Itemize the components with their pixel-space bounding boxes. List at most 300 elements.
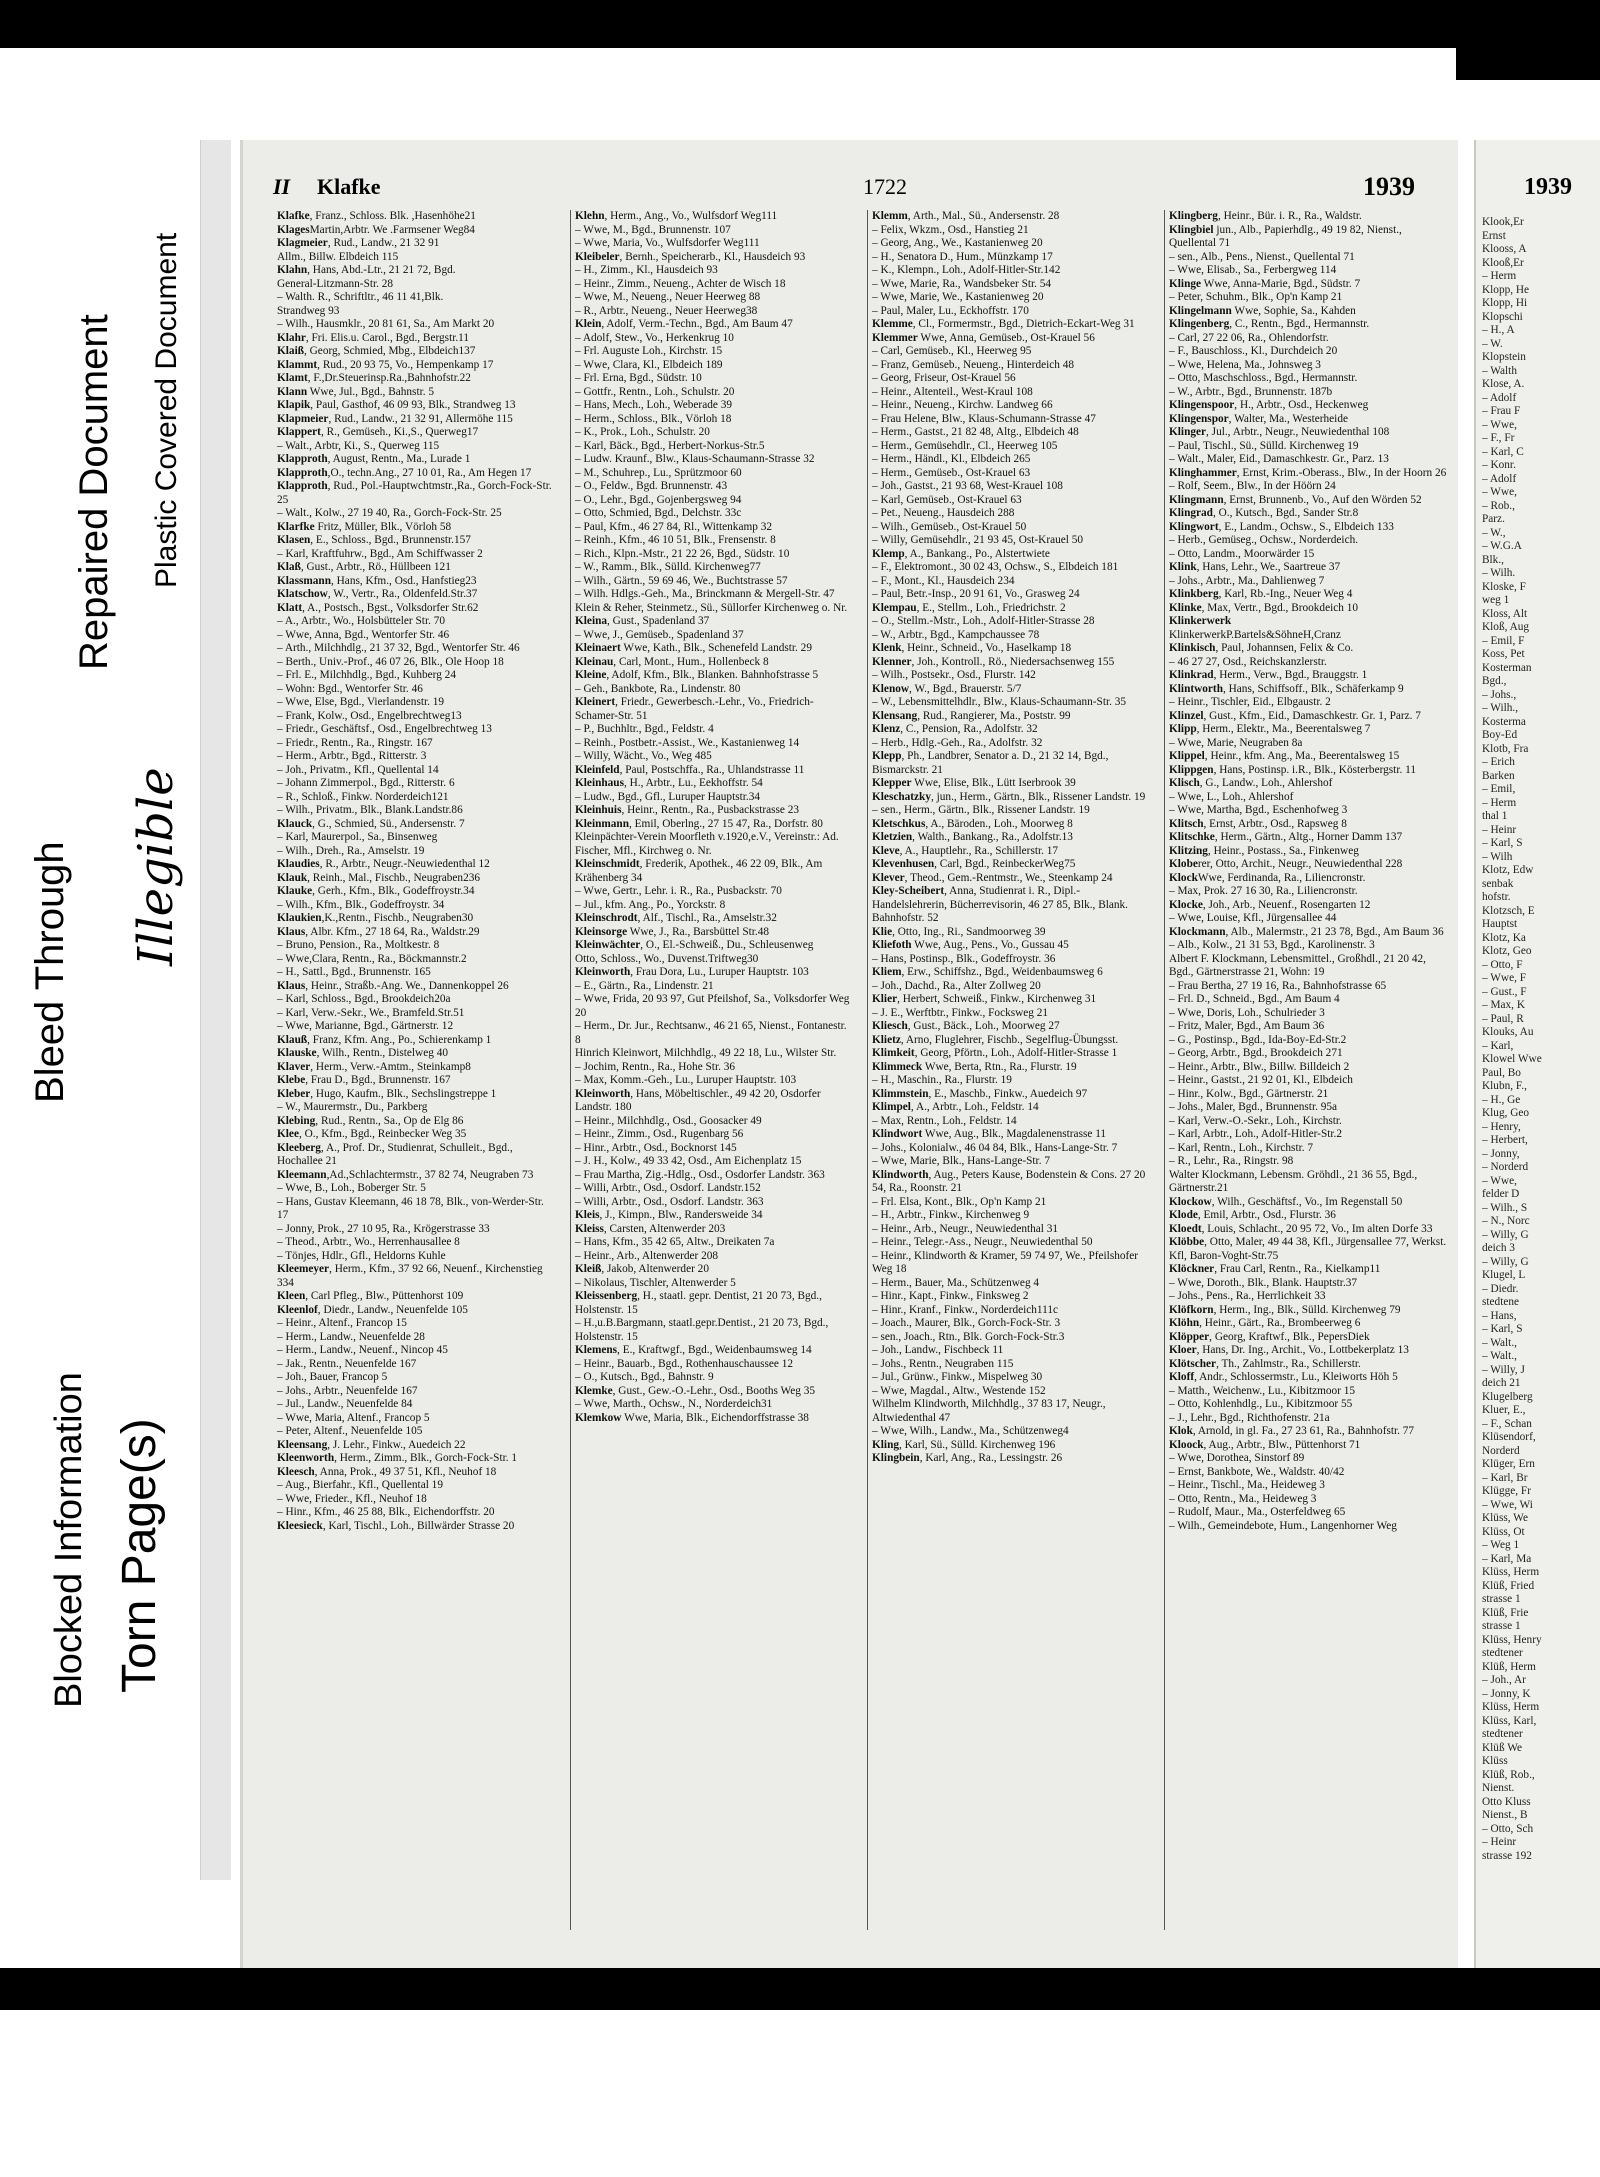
directory-entry — [1165, 291, 1448, 305]
adjacent-page-line: – Konr. — [1482, 459, 1516, 471]
entry-surname: Klensang — [872, 709, 918, 722]
adjacent-page-line: stedtene — [1482, 1296, 1520, 1308]
entry-details: Martin,Arbtr. We .Farmsener Weg84 — [309, 223, 475, 236]
directory-entry — [1165, 588, 1448, 602]
directory-entry — [571, 912, 854, 926]
adjacent-page-line: – Herm — [1482, 796, 1517, 809]
entry-details: , Gust., Spadenland 37 — [607, 615, 710, 627]
directory-entry — [273, 1358, 556, 1372]
entry-details: – Herm., Dr. Jur., Rechtsanw., 46 21 65, Nienst., Fontanestr. 8 — [575, 1020, 847, 1046]
directory-entry — [868, 966, 1151, 980]
entry-surname: Kloer — [1169, 1344, 1197, 1356]
adjacent-page-line: senbak — [1482, 877, 1514, 890]
directory-entry — [273, 507, 556, 521]
entry-details: , R., Gemüseh., Ki.,S., Querweg17 — [320, 426, 479, 438]
entry-details: – Otto, Rentn., Ma., Heideweg 3 — [1169, 1492, 1317, 1505]
entry-details: , Frederik, Apothek., 46 22 09, Blk., Am Krähenberg 34 — [575, 858, 823, 884]
entry-details: , Alf., Tischl., Ra., Amselstr.32 — [637, 912, 777, 924]
adjacent-page-line: Klüsendorf, — [1482, 1431, 1536, 1443]
directory-entry — [1165, 858, 1448, 872]
entry-details: – Walth. R., Schriftltr., 46 11 41,Blk. — [277, 291, 444, 303]
directory-entry — [571, 318, 854, 332]
directory-entry — [273, 602, 556, 616]
directory-entry — [273, 278, 556, 292]
entry-surname: Kleinhuis — [575, 804, 622, 816]
directory-entry — [1165, 723, 1448, 737]
directory-entry — [1165, 993, 1448, 1007]
entry-details: ,K.,Rentn., Fischb., Neugraben30 — [321, 912, 474, 924]
entry-details: – J., Lehr., Bgd., Richthofenstr. 21a — [1169, 1411, 1330, 1424]
entry-details: – Wilh. Hdlgs.-Geh., Ma., Brinckmann & Mergell-Str. 47 — [575, 588, 835, 600]
entry-details: – Herm., Bauer, Ma., Schützenweg 4 — [872, 1276, 1040, 1289]
directory-entry — [571, 1263, 854, 1277]
directory-entry — [868, 993, 1151, 1007]
directory-entry — [273, 791, 556, 805]
entry-details: – Wwe, Marie, Neugraben 8a — [1169, 736, 1303, 749]
directory-entry — [571, 750, 854, 764]
entry-details: – Paul, Betr.-Insp., 20 91 61, Vo., Grasweg 24 — [872, 588, 1080, 600]
entry-details: – H., Sattl., Bgd., Brunnenstr. 165 — [277, 966, 431, 978]
entry-details: Wwe, Maria, Blk., Eichendorffstrasse 38 — [621, 1411, 809, 1424]
directory-entry — [1165, 1290, 1448, 1304]
entry-surname: Kleinfeld — [575, 763, 620, 776]
entry-details: – M., Schuhrep., Lu., Sprützmoor 60 — [575, 466, 742, 479]
directory-entry — [1165, 1101, 1448, 1115]
entry-details: – sen., Herm., Gärtn., Blk., Rissener Landstr. 19 — [872, 804, 1090, 816]
directory-entry — [273, 399, 556, 413]
entry-surname: Klinger — [1169, 426, 1207, 438]
adjacent-page-line: – Karl, Br — [1482, 1471, 1528, 1484]
directory-entry — [868, 669, 1151, 683]
entry-details: – Herm., Arbtr., Bgd., Ritterstr. 3 — [277, 750, 427, 762]
directory-entry — [1165, 251, 1448, 265]
page-roman-numeral: II — [273, 174, 291, 199]
entry-surname: Kleinworth — [575, 966, 631, 978]
directory-entry — [571, 669, 854, 683]
directory-entry — [273, 1020, 556, 1034]
entry-details: , Max, Vertr., Bgd., Brookdeich 10 — [1201, 601, 1359, 614]
directory-entry — [273, 831, 556, 845]
adjacent-page-line: – Gust., F — [1482, 985, 1527, 998]
directory-entry — [1165, 413, 1448, 427]
entry-details: – Willi, Arbtr., Osd., Osdorf. Landstr. 363 — [575, 1195, 764, 1208]
directory-entry — [273, 1412, 556, 1426]
entry-details: – Arth., Milchhdlg., 21 37 32, Bgd., Wentorfer Str. 46 — [277, 642, 520, 654]
entry-details: , W., Vertr., Ra., Oldenfeld.Str.37 — [327, 588, 478, 600]
adjacent-page-line: Klose, A. — [1482, 378, 1525, 390]
adjacent-page-line: Kosterman — [1482, 661, 1532, 674]
entry-surname: Klevenhusen — [872, 858, 935, 870]
entry-details: , W., Bgd., Brauerstr. 5/7 — [909, 682, 1022, 695]
entry-details: – W., Maurermstr., Du., Parkberg — [277, 1101, 428, 1113]
directory-entry — [868, 1452, 1151, 1466]
adjacent-page-line: Klüß, Rob., — [1482, 1768, 1535, 1781]
directory-entry — [273, 359, 556, 373]
entry-details: – Aug., Bierfahr., Kfl., Quellental 19 — [277, 1479, 443, 1491]
entry-surname: Kleensang — [277, 1438, 328, 1451]
directory-entry — [868, 1128, 1151, 1142]
adjacent-page-line: – Otto, F — [1482, 958, 1523, 971]
adjacent-page-line: – Heinr — [1482, 1836, 1517, 1848]
directory-entry — [571, 575, 854, 589]
directory-entry — [1165, 1142, 1448, 1156]
entry-details: jun., Alb., Papierhdlg., 49 19 82, Nienst., Quellental 71 — [1169, 223, 1402, 249]
entry-details: Allm., Billw. Elbdeich 115 — [277, 250, 399, 263]
directory-entry — [868, 656, 1151, 670]
directory-entry — [868, 615, 1151, 629]
directory-entry — [571, 440, 854, 454]
directory-entry — [571, 926, 854, 940]
directory-entry — [868, 885, 1151, 926]
entry-details: , Hans, Schiffsoff., Blk., Schäferkamp 9 — [1222, 682, 1404, 695]
entry-surname: Kleenlof — [277, 1303, 318, 1316]
entry-details: , Albr. Kfm., 27 18 64, Ra., Waldstr.29 — [305, 925, 480, 938]
directory-entry — [868, 318, 1151, 332]
entry-details: , Gust., Gew.-O.-Lehr., Osd., Booths Weg 35 — [612, 1384, 816, 1397]
entry-details: – Heinr., Zimm., Osd., Rugenbarg 56 — [575, 1128, 744, 1140]
adjacent-page-line: Klopstein — [1482, 351, 1526, 363]
entry-details: , E., Maschb., Finkw., Auedeich 97 — [928, 1087, 1088, 1100]
entry-details: – Jonny, Prok., 27 10 95, Ra., Krögerstrasse 33 — [277, 1222, 490, 1235]
entry-details: , Cl., Formermstr., Bgd., Dietrich-Eckart-Weg 31 — [912, 318, 1135, 330]
adjacent-page-line: felder D — [1482, 1188, 1520, 1200]
adjacent-page-line: Klotzsch, E — [1482, 904, 1535, 917]
adjacent-page-line: Klubn, F., — [1482, 1080, 1527, 1092]
directory-entry — [571, 1398, 854, 1412]
directory-entry — [571, 332, 854, 346]
directory-entry — [273, 467, 556, 481]
entry-details: – Wilh., Kfm., Blk., Godeffroystr. 34 — [277, 898, 445, 911]
entry-details: , Herm., Verw., Bgd., Brauggstr. 1 — [1213, 669, 1368, 681]
entry-details: – Ernst, Bankbote, We., Waldstr. 40/42 — [1169, 1465, 1345, 1478]
plastic-covered-label: Plastic Covered Document — [150, 232, 183, 588]
directory-entry — [868, 494, 1151, 508]
directory-entry — [273, 305, 556, 319]
directory-entry — [571, 885, 854, 899]
entry-details: , Rud., Pol.-Hauptwchtmstr.,Ra., Gorch-Fock-Str. 25 — [277, 480, 552, 506]
bleed-through-label: Bleed Through — [28, 841, 72, 1103]
directory-entry — [273, 1344, 556, 1358]
entry-surname: Klimkeit — [872, 1047, 915, 1059]
entry-surname: Klenz — [872, 723, 901, 735]
entry-details: , Heinr., kfm. Ang., Ma., Beerentalsweg 15 — [1204, 750, 1400, 762]
adjacent-page-line: – Hans, — [1482, 1309, 1517, 1322]
entry-details: , Ph., Landbrer, Senator a. D., 21 32 14, Bgd., Bismarckstr. 21 — [872, 750, 1109, 776]
directory-entry — [571, 453, 854, 467]
entry-details: – E., Gärtn., Ra., Lindenstr. 21 — [575, 979, 714, 992]
entry-details: , Joh., Kontroll., Rö., Niedersachsenweg 155 — [911, 655, 1115, 668]
entry-details: , Karl, Sü., Sülld. Kirchenweg 196 — [899, 1438, 1056, 1451]
entry-details: – Max, Rentn., Loh., Feldstr. 14 — [872, 1114, 1017, 1127]
adjacent-page-line: – Wwe, F — [1482, 972, 1527, 984]
directory-entry — [273, 696, 556, 710]
directory-entry — [1165, 561, 1448, 575]
entry-surname: Klehn — [575, 210, 605, 222]
directory-entry — [273, 669, 556, 683]
directory-entry — [571, 426, 854, 440]
entry-details: – Jul., Landw., Neuenfelde 84 — [277, 1398, 413, 1410]
directory-entry — [571, 548, 854, 562]
directory-entry — [868, 926, 1151, 940]
entry-surname: Klepper — [872, 777, 912, 789]
directory-entry — [273, 1493, 556, 1507]
entry-details: Wwe, Anna-Marie, Bgd., Südstr. 7 — [1201, 277, 1361, 290]
entry-details: , Anna, Prok., 49 37 51, Kfl., Neuhof 18 — [314, 1465, 497, 1478]
entry-details: , Emil, Oberlng., 27 15 47, Ra., Dorfstr. 80 — [629, 817, 823, 830]
entry-details: – Walt., Arbtr, Ki., S., Querweg 115 — [277, 439, 440, 452]
entry-surname: Klaukien — [277, 912, 322, 924]
page-header — [273, 170, 1448, 206]
entry-details: – Wwe, Maria, Altenf., Francop 5 — [277, 1411, 430, 1424]
directory-entry — [868, 264, 1151, 278]
torn-pages-label: Torn Page(s) — [113, 1418, 166, 1693]
entry-surname: Klinkberg — [1169, 588, 1219, 600]
entry-details: – Wwe, Helena, Ma., Johnsweg 3 — [1169, 358, 1321, 371]
entry-details: – Hinr., Kfm., 46 25 88, Blk., Eichendorffstr. 20 — [277, 1506, 495, 1518]
directory-entry — [868, 305, 1151, 319]
directory-entry — [571, 980, 854, 994]
entry-details: General-Litzmann-Str. 28 — [277, 277, 394, 290]
entry-details: – Frl. Auguste Loh., Kirchstr. 15 — [575, 345, 723, 357]
entry-surname: Klimpel — [872, 1101, 911, 1113]
entry-details: , Adolf, Kfm., Blk., Blanken. Bahnhofstrasse 5 — [606, 669, 819, 681]
directory-entry — [1165, 1304, 1448, 1318]
directory-entry — [273, 804, 556, 818]
entry-details: – Tönjes, Hdlr., Gfl., Heldorns Kuhle — [277, 1249, 446, 1262]
directory-entry — [868, 467, 1151, 481]
entry-details: , Herm., Verw.-Amtm., Steinkamp8 — [310, 1060, 471, 1073]
entry-details: rer, Otto, Archit., Neugr., Neuwiedenthal 228 — [1197, 858, 1403, 870]
directory-entry — [571, 777, 854, 791]
scan-border-top-right — [1456, 0, 1600, 80]
directory-entry — [868, 642, 1151, 656]
adjacent-page-line: thal 1 — [1482, 810, 1508, 822]
entry-details: – Heinr., Gastst., 21 92 01, Kl., Elbdeich — [1169, 1074, 1353, 1086]
adjacent-page-line: – H., A — [1482, 324, 1515, 336]
directory-entry — [868, 1142, 1151, 1156]
entry-details: , Rud., 20 93 75, Vo., Hempenkamp 17 — [317, 358, 494, 371]
entry-details: – Nikolaus, Tischler, Altenwerder 5 — [575, 1276, 736, 1289]
entry-surname: Klammt — [277, 358, 318, 371]
entry-details: , Fri. Elis.u. Carol., Bgd., Bergstr.11 — [305, 331, 470, 344]
directory-entry — [1165, 494, 1448, 508]
entry-surname: Klein — [575, 318, 602, 330]
adjacent-page-line: Boy-Ed — [1482, 729, 1518, 741]
adjacent-page-line: Klüger, Ern — [1482, 1458, 1535, 1470]
entry-details: , Rud., Rangierer, Ma., Poststr. 99 — [917, 709, 1071, 722]
entry-details: , Paul, Gasthof, 46 09 93, Blk., Strandweg 13 — [310, 399, 516, 411]
entry-surname: Klempau — [872, 601, 917, 614]
entry-details: , Paul, Postschffa., Ra., Uhlandstrasse 11 — [619, 763, 805, 776]
entry-surname: Klockow — [1169, 1195, 1212, 1208]
entry-details: – Heinr., Arb., Altenwerder 208 — [575, 1249, 719, 1262]
directory-entry — [571, 237, 854, 251]
adjacent-page-line: Koss, Pet — [1482, 648, 1525, 660]
directory-entry — [571, 534, 854, 548]
adjacent-page-line: – Norderd — [1482, 1161, 1529, 1173]
entry-details: – K., Klempn., Loh., Adolf-Hitler-Str.142 — [872, 264, 1061, 276]
directory-entry — [571, 372, 854, 386]
entry-details: – Wilh., Gärtn., 59 69 46, We., Buchtstrasse 57 — [575, 574, 788, 587]
entry-details: – Karl, Gemüseb., Ost-Krauel 63 — [872, 493, 1022, 506]
adjacent-page-line: Nienst. — [1482, 1782, 1515, 1794]
entry-surname: Klaver — [277, 1060, 311, 1073]
entry-details: – Jul., kfm. Ang., Po., Yorckstr. 8 — [575, 898, 726, 911]
entry-surname: Klenner — [872, 655, 912, 668]
entry-details: – Heinr., Bauarb., Bgd., Rothenhauschaussee 12 — [575, 1357, 794, 1370]
entry-surname: Kliem — [872, 966, 902, 978]
adjacent-page-line: Klugel, L — [1482, 1269, 1526, 1281]
entry-details: – Jochim, Rentn., Ra., Hohe Str. 36 — [575, 1060, 736, 1073]
entry-surname: Klier — [872, 993, 898, 1005]
entry-details: Wwe, Sophie, Sa., Kahden — [1231, 304, 1356, 317]
entry-details: – Joh., Landw., Fischbeck 11 — [872, 1344, 1004, 1356]
directory-entry — [571, 1358, 854, 1372]
adjacent-page-line: – Adolf — [1482, 391, 1517, 404]
directory-entry — [1165, 696, 1448, 710]
entry-surname: Klinke — [1169, 601, 1202, 614]
entry-details: , Wilh., Rentn., Distelweg 40 — [316, 1047, 448, 1059]
entry-surname: Klauß — [277, 1033, 308, 1046]
entry-details: , C., Rentn., Bgd., Hermannstr. — [1229, 318, 1370, 330]
directory-entry — [868, 1209, 1151, 1223]
entry-surname: Klahr — [277, 331, 306, 344]
directory-entry — [868, 1290, 1151, 1304]
entry-details: – O., Feldw., Bgd. Brunnenstr. 43 — [575, 480, 728, 492]
directory-entry — [273, 885, 556, 899]
directory-entry — [571, 1128, 854, 1142]
entry-surname: Kleeberg — [277, 1141, 321, 1154]
directory-entry — [273, 1398, 556, 1412]
directory-entry — [868, 561, 1151, 575]
entry-details: , Rud., Landw., 21 32 91, Allermöhe 115 — [328, 412, 513, 425]
entry-details: , Herm., Gärtn., Altg., Horner Damm 137 — [1214, 831, 1403, 843]
entry-details: – 46 27 27, Osd., Reichskanzlerstr. — [1169, 655, 1327, 668]
directory-entry — [273, 710, 556, 724]
entry-details: , Carl Pfleg., Blw., Püttenhorst 109 — [305, 1290, 464, 1302]
adjacent-page-line: – Willy, G — [1482, 1228, 1529, 1241]
adjacent-page-line: strasse 1 — [1482, 1620, 1521, 1632]
directory-entry — [571, 1317, 854, 1344]
adjacent-page-line: – Max, K — [1482, 999, 1525, 1011]
directory-entry — [571, 953, 854, 967]
entry-details: – Wwe, Martha, Bgd., Eschenhofweg 3 — [1169, 804, 1348, 816]
entry-details: Hinrich Kleinwort, Milchhdlg., 49 22 18, Lu., Wilster Str. — [575, 1047, 837, 1059]
entry-surname: Klingenberg — [1169, 318, 1230, 330]
entry-details: – Walt., Maler, Eid., Damaschkestr. Gr., Parz. 13 — [1169, 453, 1389, 465]
directory-entry — [273, 251, 556, 265]
directory-entry — [868, 804, 1151, 818]
directory-entry — [868, 1020, 1151, 1034]
entry-surname: Klauk — [277, 871, 308, 884]
entry-details: – Wohn: Bgd., Wentorfer Str. 46 — [277, 682, 423, 695]
adjacent-page-line: – Diedr. — [1482, 1282, 1519, 1295]
entry-details: , Emil, Arbtr., Osd., Flurstr. 36 — [1197, 1209, 1336, 1221]
entry-details: – Paul, Kfm., 46 27 84, Rl., Wittenkamp 32 — [575, 520, 773, 533]
scan-border-top — [0, 0, 1600, 48]
directory-entry — [273, 777, 556, 791]
entry-details: – Peter, Schuhm., Blk., Op'n Kamp 21 — [1169, 291, 1343, 303]
entry-details: , Ernst, Arbtr., Osd., Rapsweg 8 — [1203, 817, 1347, 830]
directory-entry — [1165, 1074, 1448, 1088]
entry-surname: Kleesieck — [277, 1519, 323, 1532]
entry-details: – Frau Helene, Blw., Klaus-Schumann-Strasse 47 — [872, 412, 1096, 425]
directory-entry — [273, 1047, 556, 1061]
adjacent-page-line: – Wwe, — [1482, 418, 1517, 431]
directory-entry — [571, 588, 854, 602]
adjacent-page-line: – Henry, — [1482, 1120, 1521, 1133]
directory-entry — [868, 1371, 1151, 1385]
adjacent-page-line: Kloss, Alt — [1482, 607, 1528, 620]
directory-entry — [1165, 1493, 1448, 1507]
entry-details: – W., Arbtr., Bgd., Brunnenstr. 187b — [1169, 385, 1333, 398]
directory-entry — [571, 1277, 854, 1291]
directory-entry — [571, 629, 854, 643]
entry-surname: Klimmstein — [872, 1087, 929, 1100]
entry-details: Wwe, Aug., Pens., Vo., Gussau 45 — [911, 939, 1069, 951]
entry-details: – Walt., Kolw., 27 19 40, Ra., Gorch-Fock-Str. 25 — [277, 507, 502, 519]
entry-details: Wwe, Aug., Blk., Magdalenenstrasse 11 — [922, 1128, 1107, 1140]
directory-entry — [1165, 305, 1448, 319]
entry-details: – Friedr., Rentn., Ra., Ringstr. 167 — [277, 736, 433, 749]
directory-entry — [571, 1061, 854, 1075]
entry-details: – G., Postinsp., Bgd., Ida-Boy-Ed-Str.2 — [1169, 1033, 1347, 1046]
directory-entry — [571, 1155, 854, 1169]
entry-details: – Alb., Kolw., 21 31 53, Bgd., Karolinenstr. 3 — [1169, 939, 1375, 951]
entry-surname: Klitzing — [1169, 844, 1208, 857]
directory-entry — [868, 413, 1151, 427]
entry-details: , Herm., Zimm., Blk., Gorch-Fock-Str. 1 — [334, 1452, 518, 1464]
entry-surname: Klockmann — [1169, 925, 1226, 938]
directory-entry — [868, 980, 1151, 994]
entry-details: , Heinr., Gärt., Ra., Brombeerweg 6 — [1199, 1317, 1361, 1329]
adjacent-page-line: Klüss, Herm — [1482, 1566, 1540, 1578]
adjacent-page-line: Klotz, Edw — [1482, 864, 1534, 876]
entry-surname: Kloedt — [1169, 1222, 1202, 1235]
directory-entry — [571, 278, 854, 292]
adjacent-page-line: Klotb, Fra — [1482, 742, 1529, 755]
entry-details: , O., Kutsch., Bgd., Sander Str.8 — [1212, 507, 1359, 519]
entry-details: , C., Pension, Ra., Adolfstr. 32 — [900, 723, 1038, 735]
entry-details: – Frau Martha, Zig.-Hdlg., Osd., Osdorfer Landstr. 363 — [575, 1168, 825, 1181]
entry-details: – R., Lehr., Ra., Ringstr. 98 — [1169, 1155, 1294, 1167]
entry-surname: Kloock — [1169, 1438, 1204, 1451]
adjacent-page-line: – Wilh — [1482, 850, 1513, 863]
directory-entry — [273, 1317, 556, 1331]
directory-entry — [571, 264, 854, 278]
directory-entry — [273, 1385, 556, 1399]
directory-entry — [868, 1344, 1151, 1358]
entry-details: ,O., techn.Ang., 27 10 01, Ra., Am Hegen 17 — [327, 466, 532, 479]
entry-details: , Hans, Lehr., We., Saartreue 37 — [1196, 561, 1341, 573]
directory-entry — [868, 791, 1151, 805]
directory-entry — [868, 953, 1151, 967]
adjacent-page-line: Kloske, F — [1482, 580, 1526, 593]
adjacent-page-line: – Erich — [1482, 756, 1515, 768]
entry-details: – O., Kutsch., Bgd., Bahnstr. 9 — [575, 1371, 714, 1383]
entry-details: , Herm., Elektr., Ma., Beerentalsweg 7 — [1196, 723, 1371, 735]
entry-surname: Klingbein — [872, 1452, 920, 1464]
entry-surname: Klemp — [872, 547, 905, 560]
entry-details: , J., Kimpn., Blw., Randersweide 34 — [599, 1209, 763, 1221]
entry-details: – Johs., Maler, Bgd., Brunnenstr. 95a — [1169, 1101, 1338, 1113]
adjacent-page-line: – Walth — [1482, 364, 1517, 377]
directory-entry — [868, 683, 1151, 697]
directory-entry — [571, 696, 854, 723]
directory-entry — [868, 710, 1151, 724]
directory-entry — [273, 750, 556, 764]
adjacent-page-line: Klüß, Herm — [1482, 1660, 1536, 1673]
